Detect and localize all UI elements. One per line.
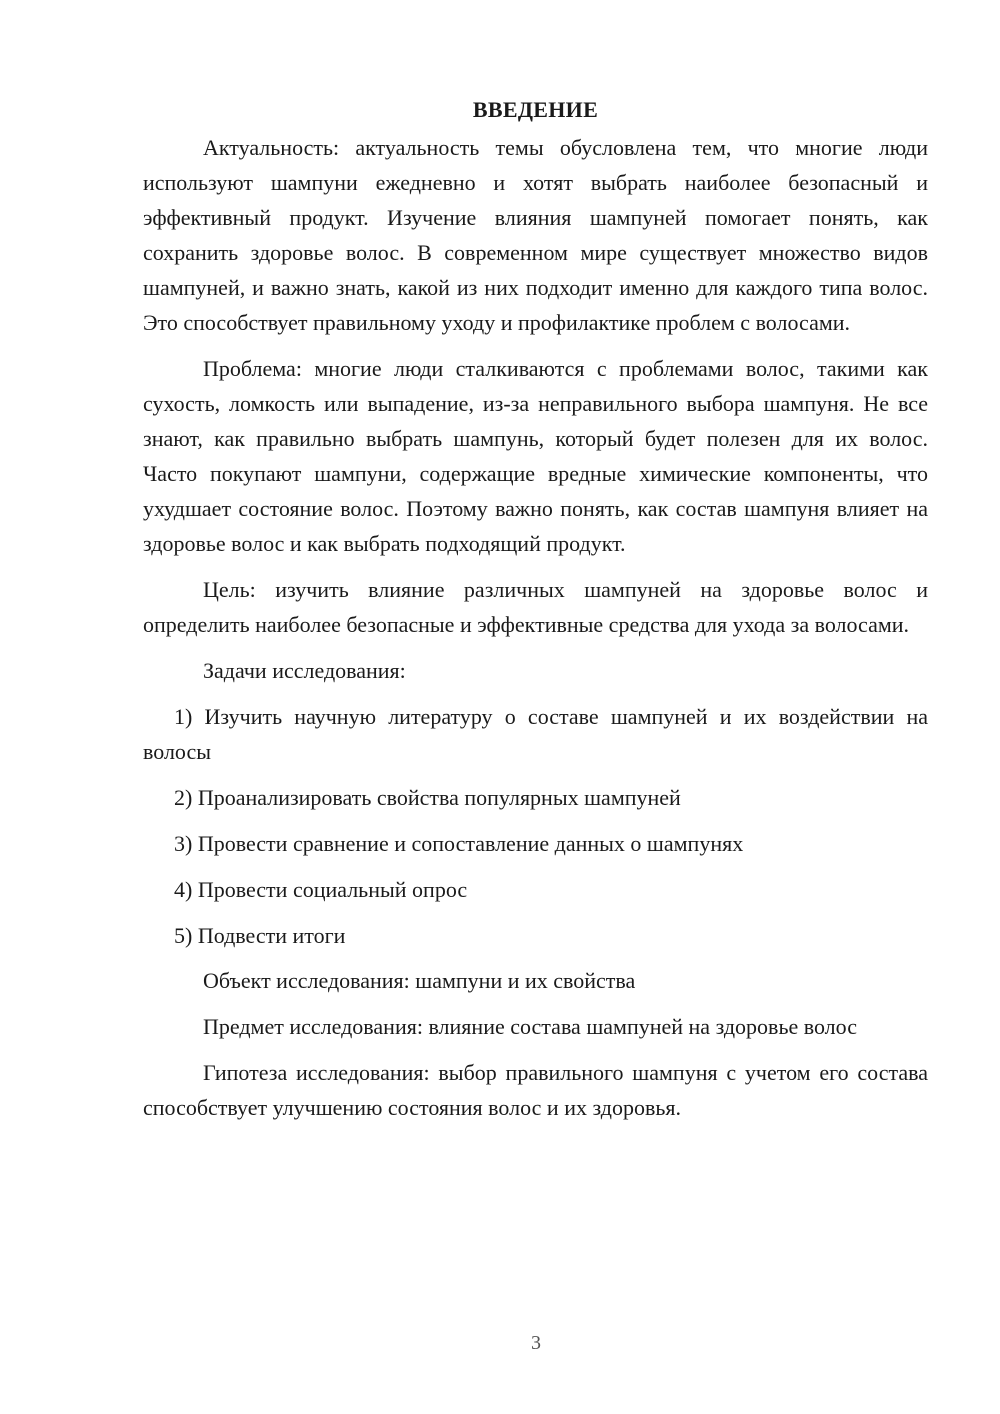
document-page xyxy=(143,92,928,1136)
problem-paragraph: Проблема: многие люди сталкиваются с проблемами волос, такими как сухость, ломкость или выпадение, из-за неправильного выбора шампуня. Не все знают, как правильно выбрать шампунь, который будет полезен для их волос. Часто покупают шампуни, содержащие вредные химические компоненты, что ухудшает состояние волос. Поэтому важно понять, как состав шампуня влияет на здоровье волос и как выбрать подходящий продукт. xyxy=(143,356,928,556)
section-heading: ВВЕДЕНИЕ xyxy=(472,97,599,122)
task-item: 2) Проанализировать свойства популярных шампуней xyxy=(174,785,681,810)
hypothesis-paragraph: Гипотеза исследования: выбор правильного шампуня с учетом его состава способствует улучшению состояния волос и их здоровья. xyxy=(143,1060,928,1120)
goal-paragraph: Цель: изучить влияние различных шампуней на здоровье волос и определить наиболее безопасные и эффективные средства для ухода за волосами. xyxy=(143,577,928,637)
subject-paragraph: Предмет исследования: влияние состава шампуней на здоровье волос xyxy=(203,1014,857,1039)
tasks-list xyxy=(143,699,928,953)
object-paragraph: Объект исследования: шампуни и их свойства xyxy=(203,968,636,993)
task-item: 3) Провести сравнение и сопоставление данных о шампунях xyxy=(174,831,744,856)
task-item: 5) Подвести итоги xyxy=(174,923,346,948)
task-item: 1) Изучить научную литературу о составе шампуней и их воздействии на волосы xyxy=(143,704,928,764)
relevance-paragraph: Актуальность: актуальность темы обусловлена тем, что многие люди используют шампуни ежедневно и хотят выбрать наиболее безопасный и эффективный продукт. Изучение влияния шампуней помогает понять, как сохранить здоровье волос. В современном мире существует множество видов шампуней, и важно знать, какой из них подходит именно для каждого типа волос. Это способствует правильному уходу и профилактике проблем с волосами. xyxy=(143,135,928,335)
tasks-title: Задачи исследования: xyxy=(203,658,406,683)
page-number: 3 xyxy=(531,1332,541,1354)
task-item: 4) Провести социальный опрос xyxy=(174,877,468,902)
